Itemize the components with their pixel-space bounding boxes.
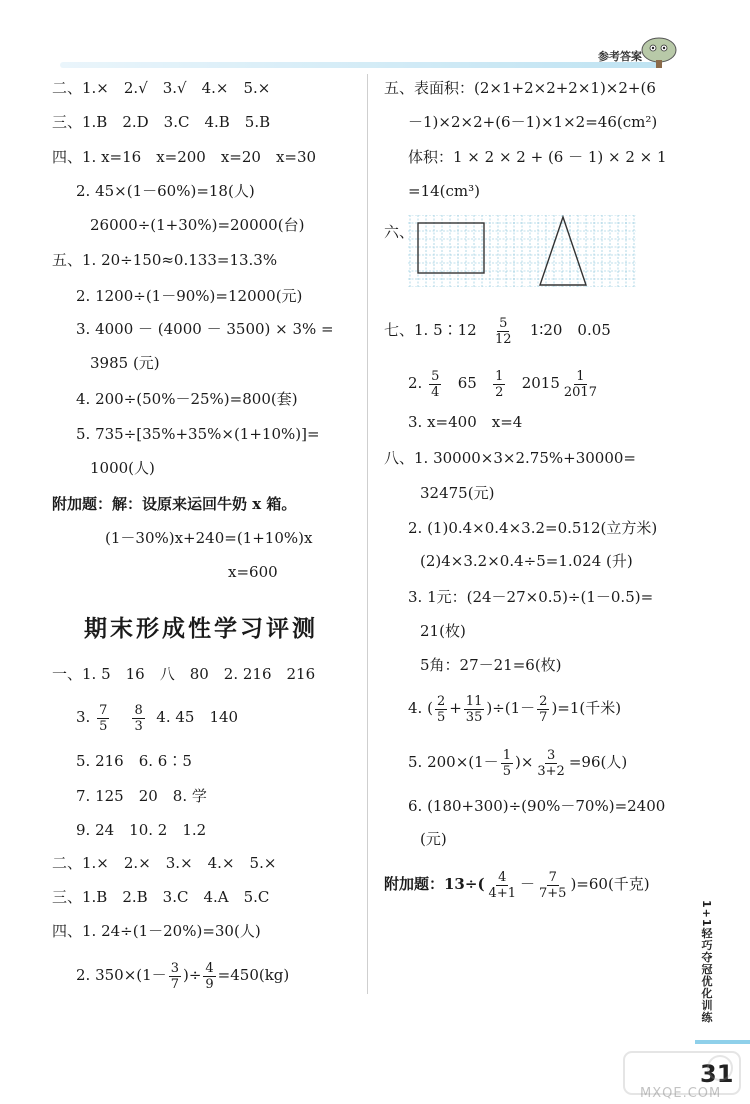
answer-line: 9. 24 10. 2 1.2	[76, 821, 207, 839]
answer-line: 2. 45×(1－60%)=18(人)	[76, 182, 255, 200]
answer-line: 1000(人)	[90, 459, 155, 477]
answer-line: 2. (1)0.4×0.4×3.2=0.512(立方米)	[408, 519, 658, 537]
fraction: $\frac{4}{4+1}$	[488, 869, 516, 901]
answer-line: 四、1. 24÷(1－20%)=30(人)	[52, 922, 261, 940]
fraction: $\frac{1}{5}$	[502, 747, 511, 779]
answer-line: 二、1.× 2.× 3.× 4.× 5.×	[52, 854, 277, 872]
fraction: $\frac{11}{35}$	[465, 693, 483, 725]
fraction: $\frac{1}{2}$	[495, 368, 504, 400]
page-tab	[695, 1040, 750, 1044]
answer-line: 七、1. 5∶12 $\frac{5}{12}$ 1∶20 0.05	[384, 315, 611, 347]
header-label: 参考答案	[598, 50, 642, 63]
section-title: 期末形成性学习评测	[84, 616, 318, 642]
answer-line: －1)×2×2+(6－1)×1×2=46(cm²)	[408, 113, 658, 131]
answer-line: 5. 200×(1－ $\frac{1}{5}$ )× $\frac{3}{3+2}$ =96(人)	[408, 747, 628, 779]
answer-line: 3. 1元：(24－27×0.5)÷(1－0.5)=	[408, 588, 654, 606]
answer-line: 4. ( $\frac{2}{5}$ + $\frac{11}{35}$ )÷(1－ $\frac{2}{7}$ )=1(千米)	[408, 693, 622, 725]
fraction: $\frac{4}{9}$	[205, 960, 214, 992]
answer-line: 五、1. 20÷150≈0.133=13.3%	[52, 251, 278, 269]
answer-line: 体积：1 × 2 × 2 + (6 － 1) × 2 × 1	[408, 148, 667, 166]
answer-line: 六、	[384, 223, 415, 241]
answer-line: 五、表面积：(2×1+2×2+2×1)×2+(6	[384, 79, 656, 97]
answer-line: 32475(元)	[420, 484, 495, 502]
answer-line: (1－30%)x+240=(1+10%)x	[105, 529, 313, 547]
fraction: $\frac{5}{12}$	[495, 315, 512, 347]
answer-line: 2. $\frac{5}{4}$ 65 $\frac{1}{2}$ 2015 $\frac{1}{2017}$	[408, 368, 597, 400]
answer-line: x=600	[228, 563, 278, 581]
drawing-grid	[408, 215, 636, 287]
answer-line: 7. 125 20 8. 学	[76, 787, 207, 805]
answer-line: 二、1.× 2.√ 3.√ 4.× 5.×	[52, 79, 271, 97]
bonus-question: 附加题：解：设原来运回牛奶 x 箱。	[52, 495, 297, 513]
answer-line: 三、1.B 2.D 3.C 4.B 5.B	[52, 113, 271, 131]
answer-line: (2)4×3.2×0.4÷5=1.024 (升)	[420, 552, 633, 570]
answer-line: 4. 200÷(50%－25%)=800(套)	[76, 390, 298, 408]
series-title: 1+1轻巧夺冠优化训练	[700, 900, 713, 1024]
answer-line: 3. 4000 － (4000 － 3500) × 3% =	[76, 320, 334, 338]
page-number: 31	[700, 1060, 734, 1088]
answer-line: 2. 1200÷(1－90%)=12000(元)	[76, 287, 303, 305]
fraction: $\frac{8}{3}$	[134, 702, 143, 734]
answer-line: 一、1. 5 16 八 80 2. 216 216	[52, 665, 316, 683]
header-bar	[60, 62, 660, 68]
bonus-question: 附加题：13÷( $\frac{4}{4+1}$ － $\frac{7}{7+5}$ )=60(千克)	[384, 869, 650, 901]
fraction: $\frac{5}{4}$	[431, 368, 440, 400]
fraction: $\frac{2}{7}$	[539, 693, 548, 725]
answer-line: 5. 216 6. 6∶5	[76, 752, 192, 770]
answer-line: 21(枚)	[420, 622, 466, 640]
answer-line: 八、1. 30000×3×2.75%+30000=	[384, 449, 636, 467]
answer-line: 四、1. x=16 x=200 x=20 x=30	[52, 148, 317, 166]
answer-line: 3985 (元)	[90, 354, 160, 372]
fraction: $\frac{3}{3+2}$	[537, 747, 565, 779]
answer-line: 26000÷(1+30%)=20000(台)	[90, 216, 305, 234]
fraction: $\frac{7}{5}$	[99, 702, 108, 734]
answer-line: 3. $\frac{7}{5}$ $\frac{8}{3}$ 4. 45 140	[76, 702, 239, 734]
answer-line: (元)	[420, 830, 447, 848]
watermark-text: MXQE.COM	[640, 1086, 722, 1101]
answer-line: 3. x=400 x=4	[408, 413, 523, 431]
tree-mascot-icon	[640, 36, 678, 68]
fraction: $\frac{3}{7}$	[170, 960, 179, 992]
column-divider	[367, 74, 368, 994]
answer-line: =14(cm³)	[408, 182, 480, 200]
answer-line: 5角：27－21=6(枚)	[420, 656, 562, 674]
answer-line: 5. 735÷[35%+35%×(1+10%)]=	[76, 425, 320, 443]
fraction: $\frac{1}{2017}$	[563, 368, 597, 400]
fraction: $\frac{2}{5}$	[436, 693, 446, 725]
answer-line: 三、1.B 2.B 3.C 4.A 5.C	[52, 888, 270, 906]
answer-line: 6. (180+300)÷(90%－70%)=2400	[408, 797, 666, 815]
fraction: $\frac{7}{7+5}$	[539, 869, 567, 901]
triangle-shape	[540, 217, 586, 285]
answer-line: 2. 350×(1－ $\frac{3}{7}$ )÷ $\frac{4}{9}$ =450(kg)	[76, 960, 290, 992]
